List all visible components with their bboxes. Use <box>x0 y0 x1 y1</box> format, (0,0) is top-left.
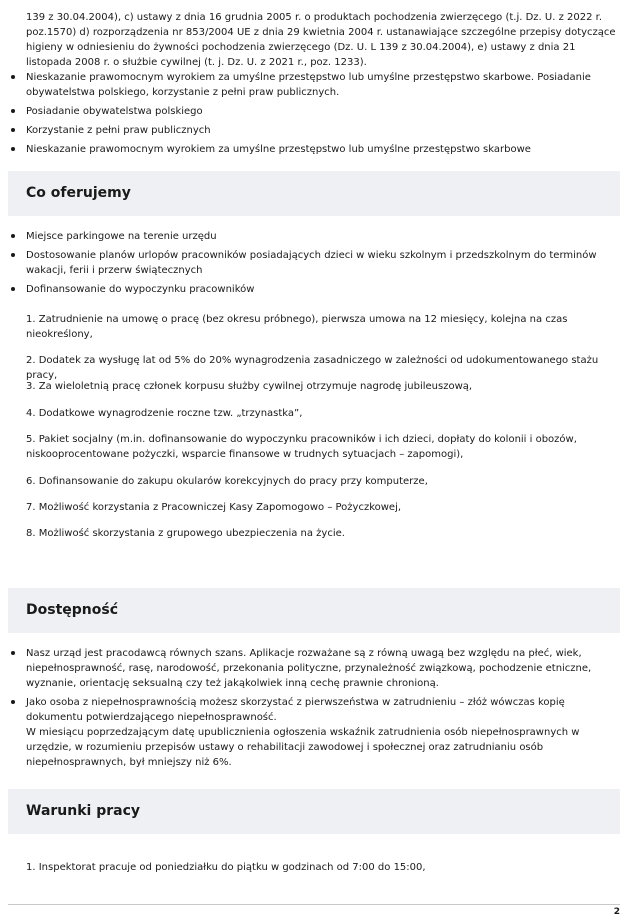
offer-numbered-item-1: 1. Zatrudnienie na umowę o pracę (bez okresu próbnego), pierwsza umowa na 12 miesięcy, kolejna na czas nieokreślony, <box>26 314 568 340</box>
page-number: 2 <box>613 907 620 917</box>
offer-numbered-item-6: 6. Dofinansowanie do zakupu okularów korekcyjnych do pracy przy komputerze, <box>26 476 428 487</box>
offer-numbered-item-8: 8. Możliwość skorzystania z grupowego ubezpieczenia na życie. <box>26 528 345 539</box>
offer-numbered-item-5: 5. Pakiet socjalny (m.in. dofinansowanie do wypoczynku pracowników i ich dzieci, dopłaty do kolonii i obozów, niskooprocentowane pożyczki, wsparcie finansowe w trudnych sytuacjach – zapomogi), <box>26 434 577 460</box>
list-item-text: Jako osoba z niepełnosprawnością możesz skorzystać z pierwszeństwa w zatrudnieniu – złóż wówczas kopię dokumentu potwierdzającego niepełnosprawność. <box>26 697 565 723</box>
section-title: Co oferujemy <box>26 185 131 201</box>
requirements-list <box>26 70 616 161</box>
offer-numbered-item-3: 3. Za wieloletnią pracę członek korpusu służby cywilnej otrzymuje nagrodę jubileuszową, <box>26 381 473 392</box>
section-header-conditions <box>8 789 620 834</box>
list-item <box>26 646 616 691</box>
list-item: Miejsce parkingowe na terenie urzędu <box>26 229 616 244</box>
list-item: Korzystanie z pełni praw publicznych <box>26 123 616 138</box>
accessibility-bullets <box>26 646 616 774</box>
list-item <box>26 695 616 770</box>
offer-numbered-item-7: 7. Możliwość korzystania z Pracowniczej Kasy Zapomogowo – Pożyczkowej, <box>26 502 402 513</box>
list-item: Dofinansowanie do wypoczynku pracowników <box>26 282 616 297</box>
section-title: Warunki pracy <box>26 803 141 819</box>
list-item: Nieskazanie prawomocnym wyrokiem za umyślne przestępstwo lub umyślne przestępstwo skarbowe <box>26 142 616 157</box>
conditions-numbered-item-1: 1. Inspektorat pracuje od poniedziałku do piątku w godzinach od 7:00 do 15:00, <box>26 862 426 873</box>
offer-numbered-item-2: 2. Dodatek za wysługę lat od 5% do 20% wynagrodzenia zasadniczego w zależności od udokumentowanego stażu pracy, <box>26 355 599 381</box>
intro-paragraph: 139 z 30.04.2004), c) ustawy z dnia 16 grudnia 2005 r. o produktach pochodzenia zwierzęcego (t.j. Dz. U. z 2022 r. poz.1570) d) rozporządzenia nr 853/2004 UE z dnia 29 kwietnia 2004 r. ustanawiające szczególne przepisy dotyczące higieny w odniesieniu do żywności pochodzenia zwierzęcego (Dz. U. L 139 z 30.04.2004), e) ustawy z dnia 21 listopada 2008 r. o służbie cywilnej (t. j. Dz. U. z 2021 r., poz. 1233). <box>26 12 616 68</box>
list-item: Dostosowanie planów urlopów pracowników posiadających dzieci w wieku szkolnym i przedszkolnym do terminów wakacji, ferii i przerw świątecznych <box>26 248 616 278</box>
list-item: Posiadanie obywatelstwa polskiego <box>26 104 616 119</box>
list-item: Nieskazanie prawomocnym wyrokiem za umyślne przestępstwo lub umyślne przestępstwo skarbowe. Posiadanie obywatelstwa polskiego, korzystanie z pełni praw publicznych. <box>26 70 616 100</box>
employment-rate-note: W miesiącu poprzedzającym datę upublicznienia ogłoszenia wskaźnik zatrudnienia osób niepełnosprawnych w urzędzie, w rozumieniu przepisów ustawy o rehabilitacji zawodowej i społecznej oraz zatrudnianiu osób niepełnosprawnych, był mniejszy niż 6%. <box>26 727 580 768</box>
footer-divider <box>8 904 620 905</box>
list-item-text: Nasz urząd jest pracodawcą równych szans. Aplikacje rozważane są z równą uwagą bez względu na płeć, wiek, niepełnosprawność, rasę, narodowość, przekonania polityczne, przynależność związkową, pochodzenie etniczne, wyznanie, orientację seksualną czy też jakąkolwiek inną cechę prawnie chronioną. <box>26 648 592 689</box>
offer-numbered-item-4: 4. Dodatkowe wynagrodzenie roczne tzw. „trzynastka”, <box>26 408 303 419</box>
section-title: Dostępność <box>26 602 118 618</box>
offer-bullets <box>26 229 616 301</box>
section-header-accessibility <box>8 588 620 633</box>
section-header-offer <box>8 171 620 216</box>
